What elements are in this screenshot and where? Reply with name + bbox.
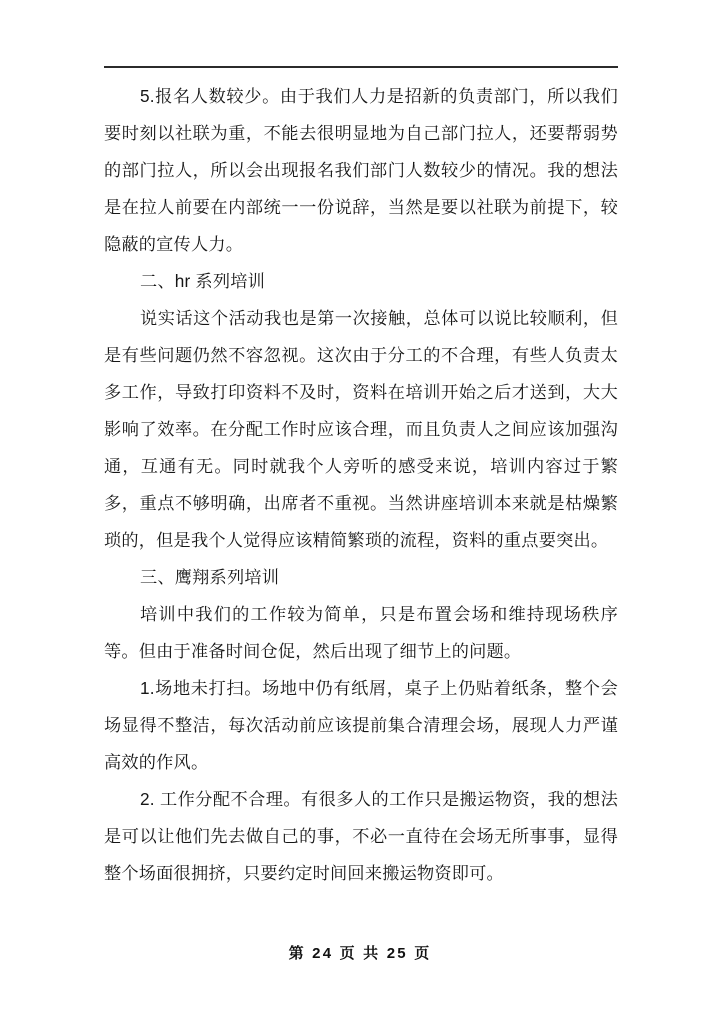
section-heading-three: 三、鹰翔系列培训 bbox=[140, 567, 280, 587]
paragraph-item-5: 5.报名人数较少。由于我们人力是招新的负责部门，所以我们要时刻以社联为重，不能去很明显地为自己部门拉人，还要帮弱势的部门拉人，所以会出现报名我们部门人数较少的情况。我的想法是在拉人前要在内部统一一份说辞，当然是要以社联为前提下，较隐蔽的宣传人力。 bbox=[104, 86, 618, 254]
paragraph-hr-training: 说实话这个活动我也是第一次接触，总体可以说比较顺利，但是有些问题仍然不容忽视。这次由于分工的不合理，有些人负责太多工作，导致打印资料不及时，资料在培训开始之后才送到，大大影响了效率。在分配工作时应该合理，而且负责人之间应该加强沟通，互通有无。同时就我个人旁听的感受来说，培训内容过于繁多，重点不够明确，出席者不重视。当然讲座培训本来就是枯燥繁琐的，但是我个人觉得应该精简繁琐的流程，资料的重点要突出。 bbox=[104, 308, 618, 550]
page-footer: 第 24 页 共 25 页 bbox=[288, 945, 432, 962]
paragraph-item-2: 2. 工作分配不合理。有很多人的工作只是搬运物资，我的想法是可以让他们先去做自己的事，不必一直待在会场无所事事，显得整个场面很拥挤，只要约定时间回来搬运物资即可。 bbox=[104, 789, 618, 883]
section-heading-two: 二、hr 系列培训 bbox=[140, 271, 265, 291]
document-body bbox=[104, 78, 618, 892]
header-rule bbox=[104, 66, 618, 68]
paragraph-item-1: 1.场地未打扫。场地中仍有纸屑，桌子上仍贴着纸条，整个会场显得不整洁，每次活动前应该提前集合清理会场，展现人力严谨高效的作风。 bbox=[104, 678, 618, 772]
paragraph-yingxiang-intro: 培训中我们的工作较为简单，只是布置会场和维持现场秩序等。但由于准备时间仓促，然后出现了细节上的问题。 bbox=[104, 604, 618, 661]
